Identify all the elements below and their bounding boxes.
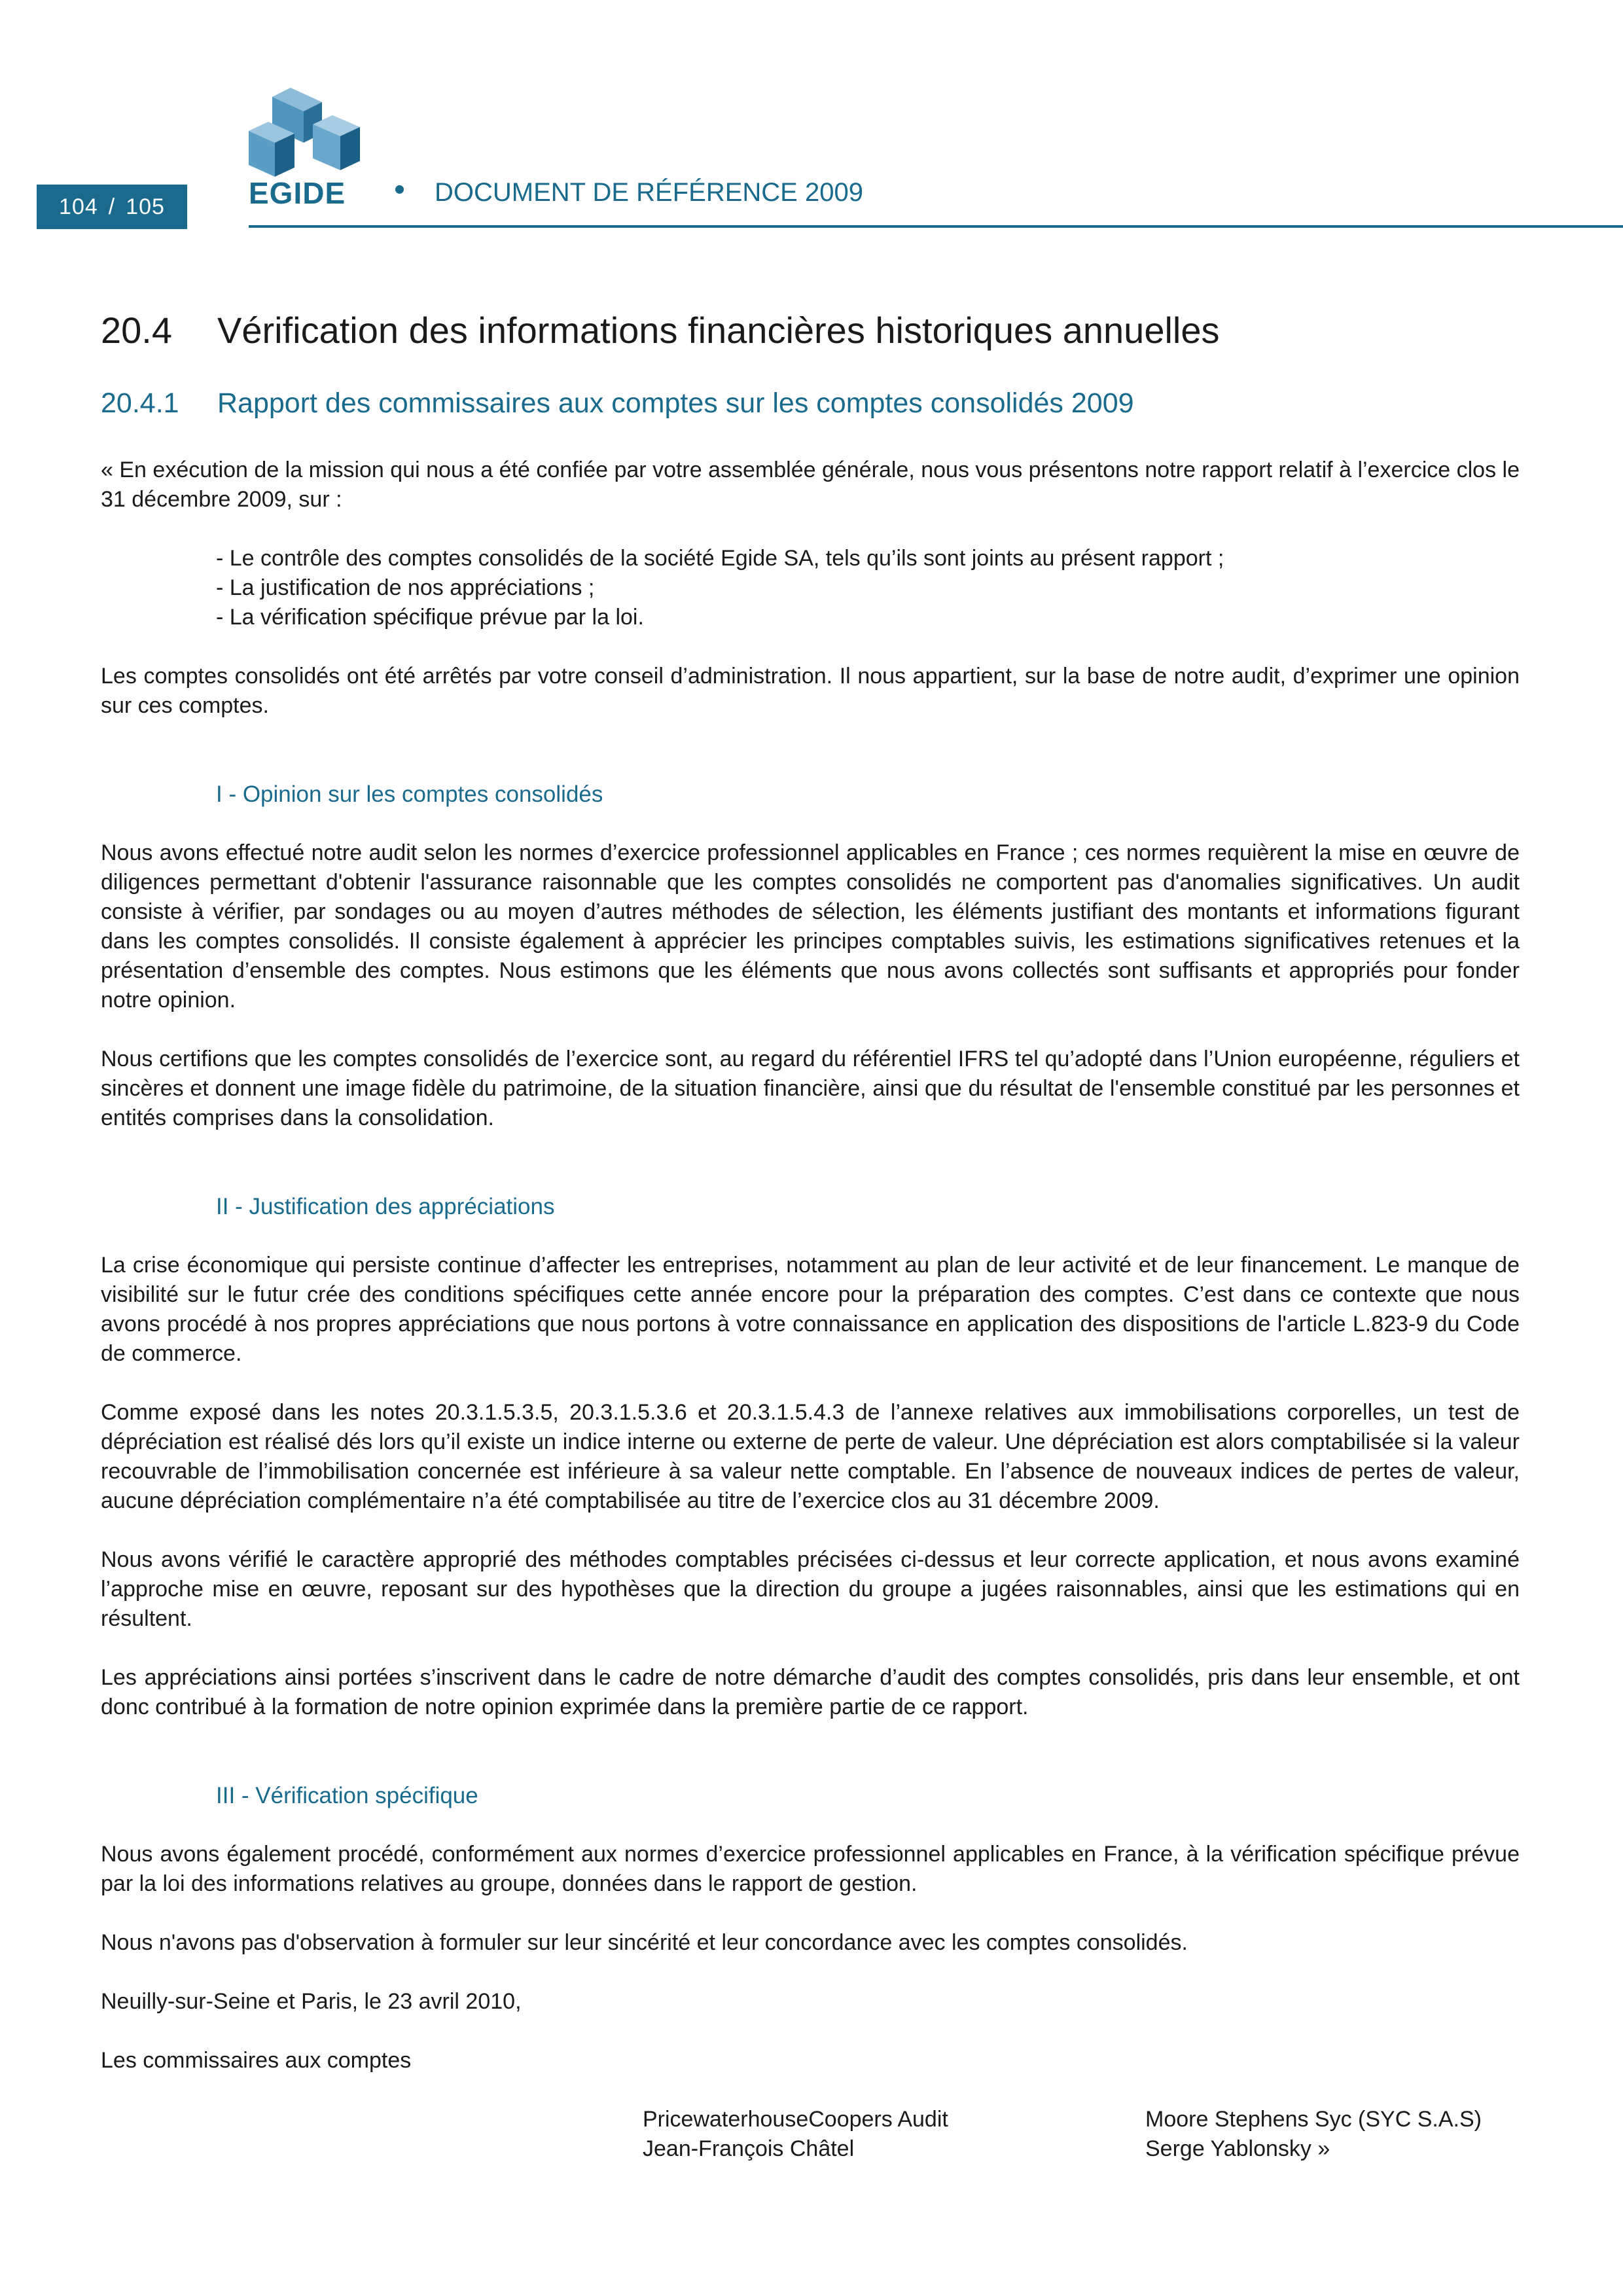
signature-left bbox=[643, 2105, 1145, 2164]
page-current: 104 bbox=[59, 194, 98, 219]
right-person: Serge Yablonsky » bbox=[1145, 2136, 1330, 2161]
logo-wordmark: EGIDE bbox=[249, 176, 346, 210]
left-person: Jean-François Châtel bbox=[643, 2136, 855, 2161]
document-title: DOCUMENT DE RÉFÉRENCE 2009 bbox=[435, 178, 863, 207]
part1-paragraph: Nous certifions que les comptes consolidés de l’exercice sont, au regard du référentiel IFRS tel qu’adopté dans l’Union européenne, réguliers et sincères et donnent une image fidèle du patrimoine, de la situation financière, ainsi que du résultat de l'ensemble constitué par les personnes et entités comprises dans la consolidation. bbox=[101, 1047, 1520, 1130]
part1-heading: I - Opinion sur les comptes consolidés bbox=[216, 781, 603, 807]
part3-paragraph: Nous n'avons pas d'observation à formuler sur leur sincérité et leur concordance avec les comptes consolidés. bbox=[101, 1930, 1188, 1955]
intro-paragraph: « En exécution de la mission qui nous a été confiée par votre assemblée générale, nous vous présentons notre rapport relatif à l’exercice clos le 31 décembre 2009, sur : bbox=[101, 457, 1520, 512]
place-date: Neuilly-sur-Seine et Paris, le 23 avril 2010, bbox=[101, 1989, 522, 2014]
part2-paragraph: La crise économique qui persiste continue d’affecter les entreprises, notamment au plan de leur activité et de leur financement. Le manque de visibilité sur le futur crée des conditions spécifiques cette année encore pour la préparation des comptes. C’est dans ce contexte que nous avons procédé à nos propres appréciations que nous portons à votre connaissance en application des dispositions de l'article L.823-9 du Code de commerce. bbox=[101, 1253, 1520, 1366]
part2-paragraph: Les appréciations ainsi portées s’inscrivent dans le cadre de notre démarche d’audit des comptes consolidés, pris dans leur ensemble, et ont donc contribué à la formation de notre opinion exprimée dans la première partie de ce rapport. bbox=[101, 1665, 1520, 1719]
part2-heading: II - Justification des appréciations bbox=[216, 1194, 555, 1219]
section-number: 20.4 bbox=[101, 310, 172, 351]
part2-paragraph: Nous avons vérifié le caractère approprié des méthodes comptables précisées ci-dessus et leur correcte application, et nous avons examiné l’approche mise en œuvre, reposant sur des hypothèses que la direction du groupe a jugées raisonnables, ainsi que les estimations qui en résultent. bbox=[101, 1547, 1520, 1631]
left-firm: PricewaterhouseCoopers Audit bbox=[643, 2107, 948, 2132]
part3-paragraph: Nous avons également procédé, conformément aux normes d’exercice professionnel applicables en France, à la vérification spécifique prévue par la loi des informations relatives au groupe, données dans le rapport de gestion. bbox=[101, 1842, 1520, 1896]
section-heading bbox=[101, 308, 1520, 353]
header-divider bbox=[249, 225, 1623, 228]
report-content bbox=[101, 308, 1520, 2164]
signatories-label: Les commissaires aux comptes bbox=[101, 2048, 412, 2073]
right-firm: Moore Stephens Syc (SYC S.A.S) bbox=[1145, 2107, 1482, 2132]
subsection-title: Rapport des commissaires aux comptes sur les comptes consolidés 2009 bbox=[217, 387, 1134, 419]
subsection-number: 20.4.1 bbox=[101, 387, 179, 419]
subsection-heading bbox=[101, 385, 1520, 422]
page-total: 105 bbox=[126, 194, 165, 219]
page-number-badge bbox=[37, 185, 187, 229]
list-item: - La justification de nos appréciations ; bbox=[216, 575, 595, 600]
list-item: - La vérification spécifique prévue par la loi. bbox=[216, 605, 644, 630]
signature-right bbox=[1145, 2105, 1482, 2164]
header-bullet bbox=[395, 185, 404, 194]
section-title: Vérification des informations financières historiques annuelles bbox=[217, 310, 1220, 351]
part2-paragraph: Comme exposé dans les notes 20.3.1.5.3.5, 20.3.1.5.3.6 et 20.3.1.5.4.3 de l’annexe relatives aux immobilisations corporelles, un test de dépréciation est réalisé dés lors qu’il existe un indice interne ou externe de perte de valeur. Une dépréciation est alors comptabilisée si la valeur recouvrable de l’immobilisation concernée est inférieure à sa valeur nette comptable. En l’absence de nouveaux indices de pertes de valeur, aucune dépréciation complémentaire n’a été comptabilisée au titre de l’exercice clos au 31 décembre 2009. bbox=[101, 1400, 1520, 1513]
responsibility-paragraph: Les comptes consolidés ont été arrêtés par votre conseil d’administration. Il nous appartient, sur la base de notre audit, d’exprimer une opinion sur ces comptes. bbox=[101, 664, 1520, 718]
part3-heading: III - Vérification spécifique bbox=[216, 1783, 478, 1808]
part1-paragraph: Nous avons effectué notre audit selon les normes d’exercice professionnel applicables en France ; ces normes requièrent la mise en œuvre de diligences permettant d'obtenir l'assurance raisonnable que les comptes consolidés ne comportent pas d'anomalies significatives. Un audit consiste à vérifier, par sondages ou au moyen d’autres méthodes de sélection, les éléments justifiant des montants et informations figurant dans les comptes consolidés. Il consiste également à apprécier les principes comptables suivis, les estimations significatives retenues et la présentation d’ensemble des comptes. Nous estimons que les éléments que nous avons collectés sont suffisants et appropriés pour fonder notre opinion. bbox=[101, 840, 1520, 1013]
list-item: - Le contrôle des comptes consolidés de la société Egide SA, tels qu’ils sont joints au présent rapport ; bbox=[216, 546, 1224, 571]
scope-list bbox=[216, 544, 1520, 632]
signature-block bbox=[101, 2105, 1520, 2164]
page-separator: / bbox=[108, 194, 116, 219]
